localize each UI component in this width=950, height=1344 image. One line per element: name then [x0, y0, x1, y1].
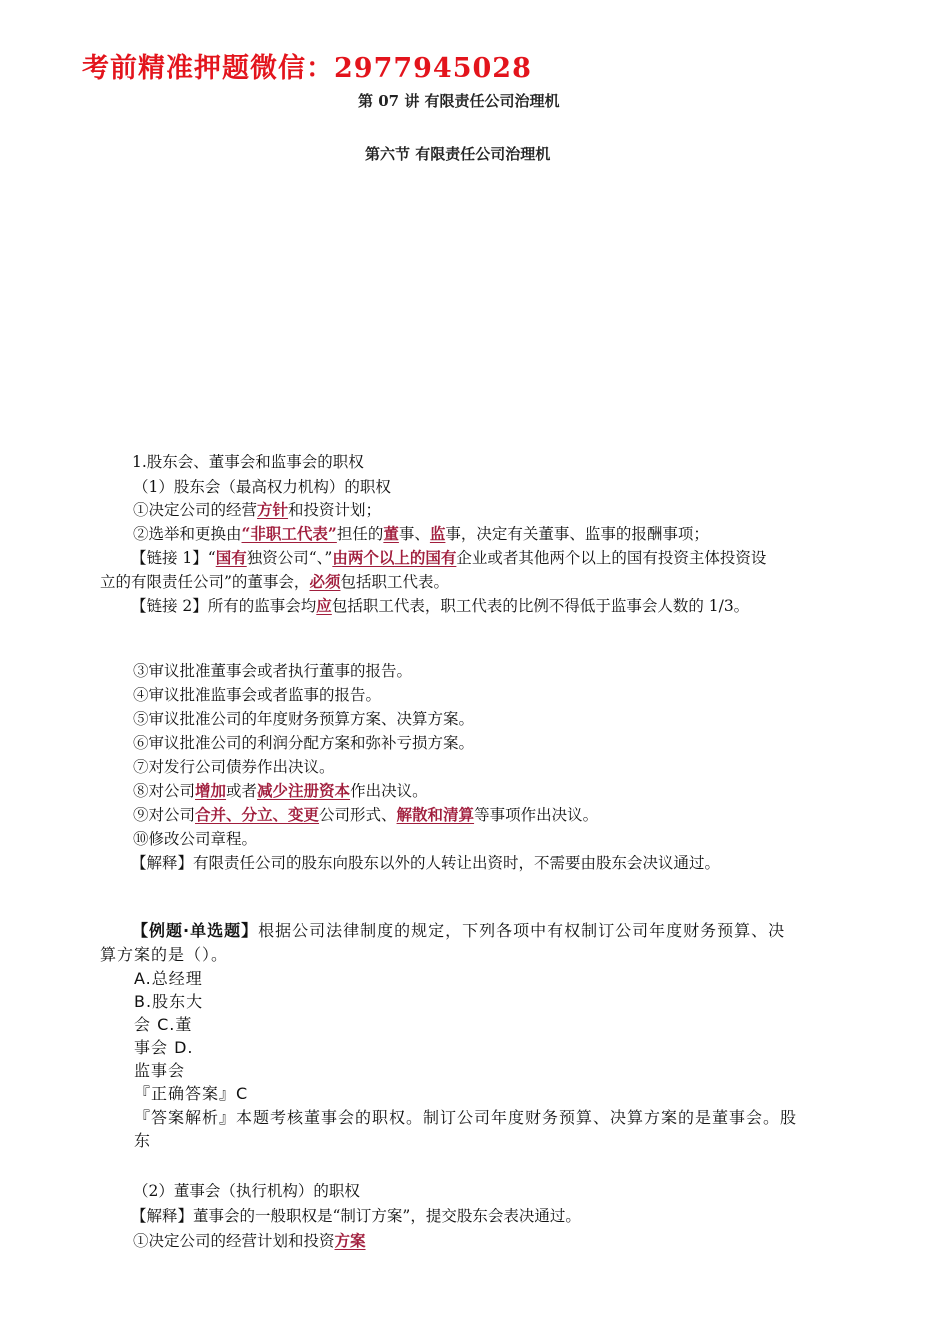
- explanation-note: 【解释】董事会的一般职权是“制订方案”，提交股东会表决通过。: [131, 1207, 581, 1225]
- list-item: ①决定公司的经营方针和投资计划；: [133, 500, 382, 519]
- list-item: ⑤审议批准公司的年度财务预算方案、决算方案。: [133, 710, 475, 728]
- option-text: 监事会: [134, 1061, 186, 1080]
- link-note-1-cont: 立的有限责任公司”的董事会，必须包括职工代表。: [100, 572, 449, 591]
- list-item: ⑧对公司增加或者减少注册资本作出决议。: [133, 781, 428, 800]
- answer-analysis: 『答案解析』本题考核董事会的职权。制订公司年度财务预算、决算方案的是董事会。股: [134, 1108, 798, 1127]
- list-item: ⑨对公司合并、分立、变更公司形式、解散和清算等事项作出决议。: [133, 805, 599, 824]
- subheading-shareholders: （1）股东会（最高权力机构）的职权: [133, 478, 391, 496]
- list-item: ⑦对发行公司债券作出决议。: [133, 758, 335, 776]
- answer-analysis-cut: 东: [134, 1131, 152, 1150]
- heading-1: 1.股东会、董事会和监事会的职权: [132, 453, 364, 471]
- list-item: ⑥审议批准公司的利润分配方案和弥补亏损方案。: [133, 734, 475, 752]
- list-item: ③审议批准董事会或者执行董事的报告。: [133, 662, 413, 680]
- link-note-1: 【链接 1】“国有独资公司“、”由两个以上的国有企业或者其他两个以上的国有投资主体投资设: [131, 548, 767, 567]
- section-title: 第六节 有限责任公司治理机: [365, 145, 551, 163]
- explanation-note: 【解释】有限责任公司的股东向股东以外的人转让出资时，不需要由股东会决议通过。: [131, 854, 721, 872]
- subheading-board: （2）董事会（执行机构）的职权: [133, 1182, 360, 1200]
- list-item: ④审议批准监事会或者监事的报告。: [133, 686, 382, 704]
- option-text: B.股东大: [134, 992, 204, 1011]
- list-item: ②选举和更换由“非职工代表”担任的董事、监事，决定有关董事、监事的报酬事项；: [133, 524, 709, 543]
- list-item: ⑩修改公司章程。: [133, 830, 258, 848]
- question-stem-cont: 算方案的是（）。: [100, 945, 229, 964]
- option-text: A.总经理: [134, 969, 203, 988]
- lecture-title: 第 07 讲 有限责任公司治理机: [358, 92, 560, 110]
- link-note-2: 【链接 2】所有的监事会均应包括职工代表，职工代表的比例不得低于监事会人数的 1/3。: [131, 596, 750, 615]
- question-stem: 【例题·单选题】根据公司法律制度的规定，下列各项中有权制订公司年度财务预算、决: [132, 921, 786, 940]
- option-text: 会 C.董: [134, 1015, 193, 1034]
- option-text: 事会 D.: [134, 1038, 194, 1057]
- watermark: 考前精准押题微信：2977945028: [82, 53, 532, 84]
- list-item-cut: ①决定公司的经营计划和投资方案: [133, 1231, 366, 1250]
- correct-answer: 『正确答案』C: [134, 1084, 249, 1103]
